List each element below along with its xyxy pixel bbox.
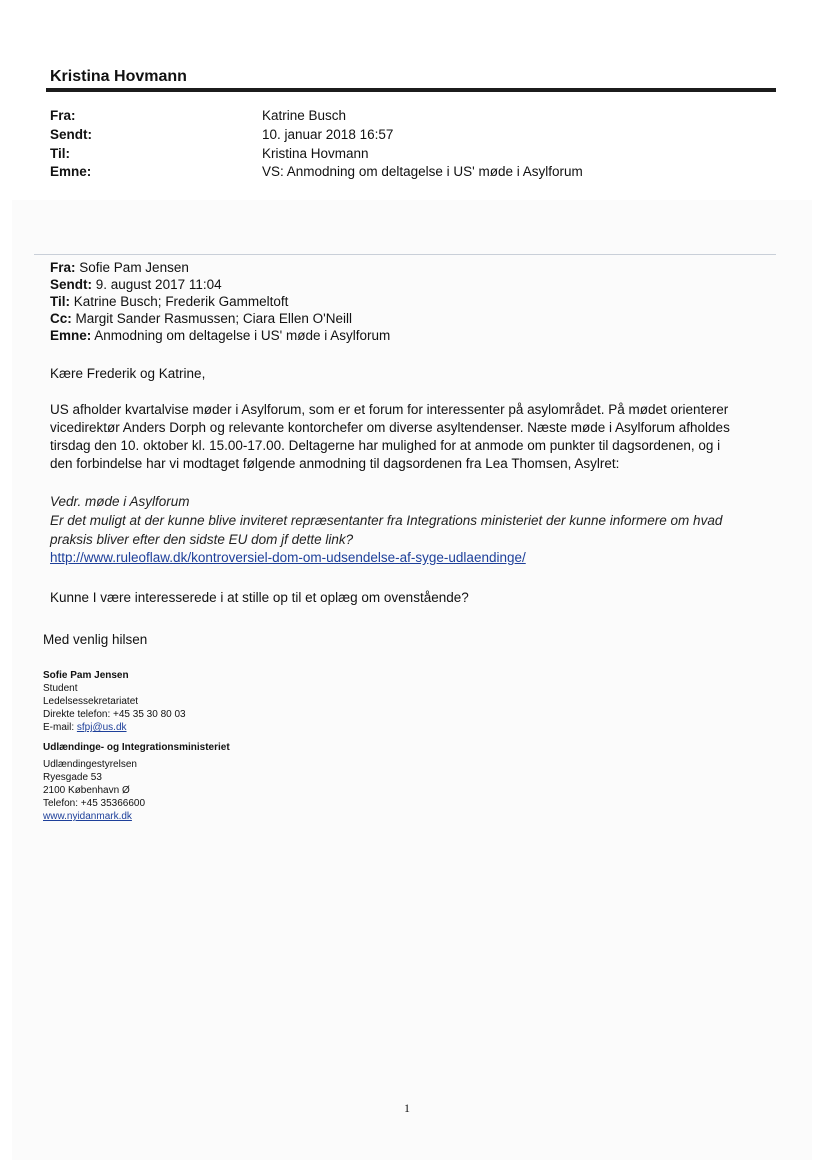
- forwarded-sent-line: [50, 277, 222, 292]
- greeting: Kære Frederik og Katrine,: [50, 366, 206, 381]
- closing: Med venlig hilsen: [43, 632, 148, 647]
- paragraph-line-3: tirsdag den 10. oktober kl. 15.00-17.00. Deltagerne har mulighed for at anmode om punkter til dagsordenen, og i: [50, 438, 721, 453]
- signature-title: Student: [43, 683, 78, 694]
- quote-line-3: praksis bliver efter den sidste EU dom jf dette link?: [50, 532, 354, 547]
- outer-sent-value: 10. januar 2018 16:57: [262, 127, 394, 142]
- outer-from-value: Katrine Busch: [262, 108, 347, 123]
- outer-subject-label: Emne:: [50, 164, 92, 179]
- forwarded-subject-value: Anmodning om deltagelse i US' møde i Asylforum: [94, 328, 391, 343]
- question: Kunne I være interesserede i at stille op til et oplæg om ovenstående?: [50, 590, 469, 605]
- quote-subject: Vedr. møde i Asylforum: [50, 494, 190, 509]
- paragraph-line-1: US afholder kvartalvise møder i Asylforum, som er et forum for interessenter på asylområdet. På mødet orienterer: [50, 402, 729, 417]
- forwarded-cc-label: Cc:: [50, 311, 72, 326]
- outer-sent-label: Sendt:: [50, 127, 92, 142]
- forwarded-from-label: Fra:: [50, 260, 76, 275]
- signature-phone: Direkte telefon: +45 35 30 80 03: [43, 709, 186, 720]
- forward-divider: [34, 254, 776, 255]
- signature-email-link[interactable]: sfpj@us.dk: [76, 722, 127, 733]
- page-number: 1: [404, 1101, 410, 1115]
- signature-name: Sofie Pam Jensen: [43, 670, 129, 681]
- quote-line-2: Er det muligt at der kunne blive inviteret repræsentanter fra Integrations ministeriet der kunne informere om hvad: [50, 513, 723, 528]
- forwarded-from-line: [50, 260, 189, 275]
- signature-city: 2100 København Ø: [43, 785, 130, 796]
- outer-to-value: Kristina Hovmann: [262, 146, 369, 161]
- outer-to-label: Til:: [50, 146, 70, 161]
- outer-subject-value: VS: Anmodning om deltagelse i US' møde i Asylforum: [262, 164, 583, 179]
- forwarded-to-line: [50, 294, 288, 309]
- forwarded-to-value: Katrine Busch; Frederik Gammeltoft: [73, 294, 289, 309]
- forwarded-cc-line: [50, 311, 352, 326]
- signature-email-label: E-mail:: [43, 722, 75, 733]
- signature-telephone: Telefon: +45 35366600: [43, 798, 146, 809]
- paragraph-line-2: vicedirektør Anders Dorph og relevante kontorchefer om diverse asyltendenser. Næste møde i Asylforum afholdes: [50, 420, 730, 435]
- forwarded-cc-value: Margit Sander Rasmussen; Ciara Ellen O'Neill: [75, 311, 352, 326]
- article-link[interactable]: http://www.ruleoflaw.dk/kontroversiel-dom-om-udsendelse-af-syge-udlaendinge/: [50, 550, 526, 565]
- signature-ministry: Udlændinge- og Integrationsministeriet: [43, 742, 230, 753]
- owner-divider: [46, 88, 776, 92]
- forwarded-sent-label: Sendt:: [50, 277, 92, 292]
- forwarded-from-value: Sofie Pam Jensen: [79, 260, 189, 275]
- forwarded-subject-label: Emne:: [50, 328, 92, 343]
- signature-street: Ryesgade 53: [43, 772, 102, 783]
- signature-agency: Udlændingestyrelsen: [43, 759, 137, 770]
- outer-from-label: Fra:: [50, 108, 76, 123]
- forwarded-sent-value: 9. august 2017 11:04: [95, 277, 222, 292]
- paragraph-line-4: den forbindelse har vi modtaget følgende anmodning til dagsordenen fra Lea Thomsen, Asylret:: [50, 456, 620, 471]
- mailbox-owner-name: Kristina Hovmann: [50, 68, 187, 85]
- signature-email-line: [43, 721, 127, 734]
- page-background: [12, 200, 812, 1160]
- signature-website-link[interactable]: www.nyidanmark.dk: [43, 811, 132, 822]
- forwarded-subject-line: [50, 328, 390, 343]
- forwarded-to-label: Til:: [50, 294, 70, 309]
- signature-department: Ledelsessekretariatet: [43, 696, 139, 707]
